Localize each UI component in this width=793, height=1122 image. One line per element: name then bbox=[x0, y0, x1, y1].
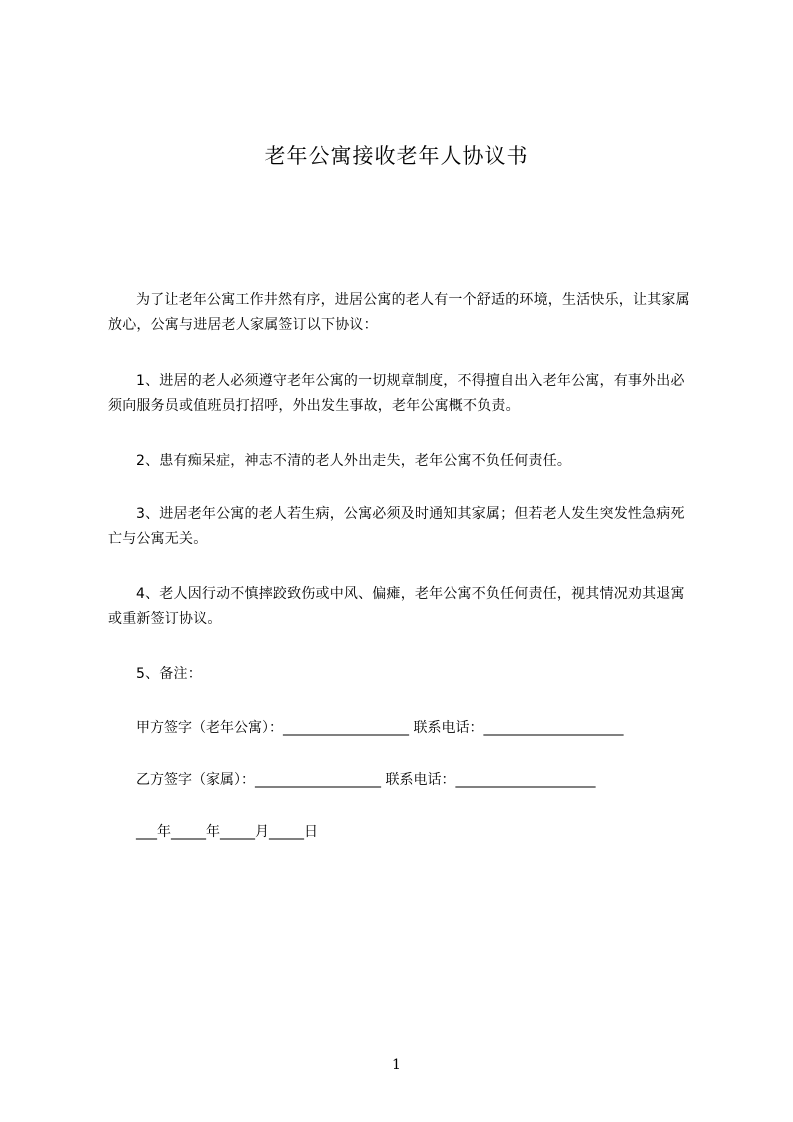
page-number: 1 bbox=[392, 1057, 401, 1073]
clause-5-remarks: 5、备注： bbox=[136, 666, 202, 682]
document-title: 老年公寓接收老年人协议书 bbox=[264, 144, 529, 168]
clause-3: 3、进居老年公寓的老人若生病，公寓必须及时通知其家属；但若老人发生突发性急病死亡与公寓无关。 bbox=[108, 506, 685, 547]
party-b-signature-line: 乙方签字（家属）：__________________ 联系电话：____________________ bbox=[136, 772, 596, 788]
date-line: ___年_____年_____月_____日 bbox=[136, 824, 318, 840]
clause-1: 1、进居的老人必须遵守老年公寓的一切规章制度，不得擅自出入老年公寓，有事外出必须向服务员或值班员打招呼，外出发生事故，老年公寓概不负责。 bbox=[108, 373, 685, 414]
clause-4: 4、老人因行动不慎摔跤致伤或中风、偏瘫，老年公寓不负任何责任，视其情况劝其退寓或重新签订协议。 bbox=[108, 586, 685, 627]
party-a-signature-line: 甲方签字（老年公寓）：__________________ 联系电话：____________________ bbox=[136, 720, 624, 736]
clause-2: 2、患有痴呆症，神志不清的老人外出走失，老年公寓不负任何责任。 bbox=[136, 453, 572, 469]
intro-paragraph: 为了让老年公寓工作井然有序，进居公寓的老人有一个舒适的环境，生活快乐，让其家属放心，公寓与进居老人家属签订以下协议： bbox=[108, 292, 690, 333]
